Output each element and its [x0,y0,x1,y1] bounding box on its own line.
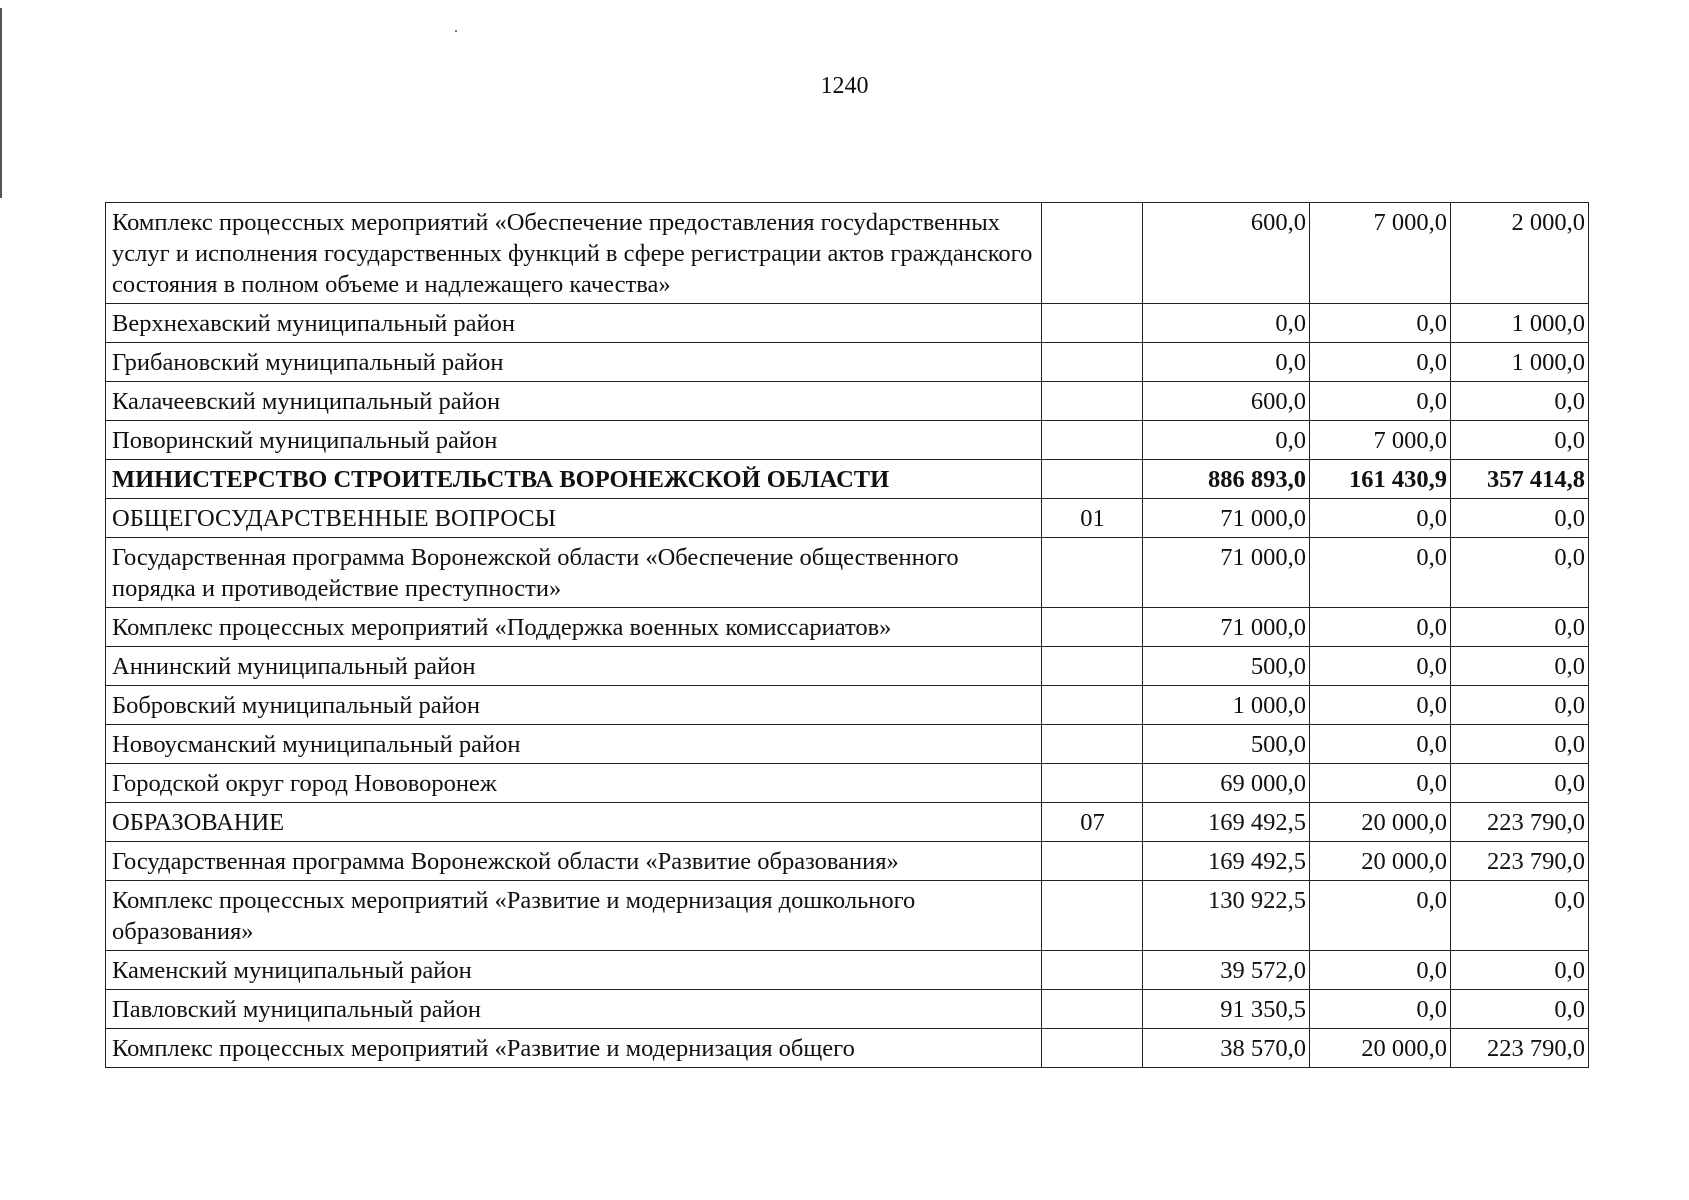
row-name-cell: Городской округ город Нововоронеж [106,764,1042,803]
row-value-2-cell: 7 000,0 [1310,421,1451,460]
row-value-3-cell: 223 790,0 [1451,1029,1589,1068]
row-value-2-cell: 0,0 [1310,764,1451,803]
table-row [106,343,1589,382]
row-name-cell: ОБЩЕГОСУДАРСТВЕННЫЕ ВОПРОСЫ [106,499,1042,538]
row-value-2-cell: 0,0 [1310,881,1451,951]
row-value-3-cell: 357 414,8 [1451,460,1589,499]
row-value-3-cell: 0,0 [1451,764,1589,803]
row-value-3-cell: 0,0 [1451,951,1589,990]
table-row [106,990,1589,1029]
row-value-2-cell: 0,0 [1310,499,1451,538]
row-value-3-cell: 0,0 [1451,725,1589,764]
row-value-3-cell: 1 000,0 [1451,343,1589,382]
table-row [106,686,1589,725]
row-value-3-cell: 0,0 [1451,421,1589,460]
scan-edge-mark [0,8,2,198]
row-name-cell: Государственная программа Воронежской области «Развитие образования» [106,842,1042,881]
table-row [106,538,1589,608]
row-code-cell [1042,990,1143,1029]
budget-table [105,202,1589,1068]
row-value-1-cell: 130 922,5 [1143,881,1310,951]
row-name-cell: Поворинский муниципальный район [106,421,1042,460]
row-name-cell: МИНИСТЕРСТВО СТРОИТЕЛЬСТВА ВОРОНЕЖСКОЙ ОБЛАСТИ [106,460,1042,499]
row-name-cell: Каменский муниципальный район [106,951,1042,990]
row-code-cell [1042,421,1143,460]
row-value-2-cell: 0,0 [1310,647,1451,686]
table-row [106,803,1589,842]
row-name-cell: Аннинский муниципальный район [106,647,1042,686]
row-value-2-cell: 20 000,0 [1310,1029,1451,1068]
row-value-1-cell: 600,0 [1143,203,1310,304]
scan-speck [455,30,457,32]
row-value-1-cell: 91 350,5 [1143,990,1310,1029]
row-code-cell [1042,460,1143,499]
row-value-1-cell: 886 893,0 [1143,460,1310,499]
row-code-cell [1042,343,1143,382]
row-name-cell: Комплекс процессных мероприятий «Развитие и модернизация общего [106,1029,1042,1068]
row-value-3-cell: 2 000,0 [1451,203,1589,304]
table-row [106,764,1589,803]
table-row [106,1029,1589,1068]
row-value-2-cell: 161 430,9 [1310,460,1451,499]
row-value-3-cell: 0,0 [1451,608,1589,647]
row-code-cell [1042,725,1143,764]
row-name-cell: Павловский муниципальный район [106,990,1042,1029]
row-name-cell: Государственная программа Воронежской области «Обеспечение общественного порядка и противодействие преступности» [106,538,1042,608]
row-value-1-cell: 38 570,0 [1143,1029,1310,1068]
table-row [106,725,1589,764]
row-name-cell: Грибановский муниципальный район [106,343,1042,382]
row-code-cell [1042,1029,1143,1068]
row-value-3-cell: 0,0 [1451,990,1589,1029]
row-value-3-cell: 223 790,0 [1451,842,1589,881]
table-row [106,460,1589,499]
row-value-3-cell: 223 790,0 [1451,803,1589,842]
table-row [106,842,1589,881]
row-value-2-cell: 20 000,0 [1310,803,1451,842]
row-value-1-cell: 0,0 [1143,343,1310,382]
row-code-cell [1042,608,1143,647]
page-number: 1240 [820,73,869,99]
row-code-cell [1042,304,1143,343]
row-code-cell [1042,203,1143,304]
row-value-1-cell: 500,0 [1143,725,1310,764]
row-value-2-cell: 0,0 [1310,538,1451,608]
row-value-3-cell: 0,0 [1451,881,1589,951]
row-value-1-cell: 69 000,0 [1143,764,1310,803]
budget-table-body [106,203,1589,1068]
table-row [106,608,1589,647]
row-name-cell: Калачеевский муниципальный район [106,382,1042,421]
row-value-3-cell: 0,0 [1451,382,1589,421]
table-row [106,951,1589,990]
row-value-2-cell: 0,0 [1310,725,1451,764]
row-value-3-cell: 0,0 [1451,499,1589,538]
row-value-1-cell: 39 572,0 [1143,951,1310,990]
row-value-1-cell: 600,0 [1143,382,1310,421]
row-name-cell: Комплекс процессных мероприятий «Развитие и модернизация дошкольного образования» [106,881,1042,951]
table-row [106,203,1589,304]
row-value-1-cell: 0,0 [1143,421,1310,460]
row-code-cell [1042,382,1143,421]
table-row [106,304,1589,343]
row-value-3-cell: 0,0 [1451,538,1589,608]
row-code-cell [1042,538,1143,608]
row-value-1-cell: 169 492,5 [1143,842,1310,881]
table-row [106,647,1589,686]
row-code-cell [1042,686,1143,725]
row-name-cell: Комплекс процессных мероприятий «Обеспечение предоставления госуdарственных услуг и исполнения государственных функций в сфере регистрации актов гражданского состояния в полном объеме и надлежащего качества» [106,203,1042,304]
row-value-2-cell: 0,0 [1310,951,1451,990]
row-value-2-cell: 7 000,0 [1310,203,1451,304]
row-value-3-cell: 0,0 [1451,647,1589,686]
row-name-cell: Комплекс процессных мероприятий «Поддержка военных комиссариатов» [106,608,1042,647]
row-name-cell: Верхнехавский муниципальный район [106,304,1042,343]
table-row [106,499,1589,538]
row-value-1-cell: 71 000,0 [1143,608,1310,647]
row-value-1-cell: 1 000,0 [1143,686,1310,725]
row-code-cell: 01 [1042,499,1143,538]
table-row [106,382,1589,421]
row-code-cell [1042,842,1143,881]
row-value-2-cell: 0,0 [1310,382,1451,421]
row-code-cell [1042,881,1143,951]
row-value-1-cell: 500,0 [1143,647,1310,686]
row-name-cell: Бобровский муниципальный район [106,686,1042,725]
row-value-2-cell: 0,0 [1310,304,1451,343]
row-value-2-cell: 0,0 [1310,343,1451,382]
row-value-2-cell: 0,0 [1310,608,1451,647]
row-code-cell [1042,647,1143,686]
row-value-3-cell: 1 000,0 [1451,304,1589,343]
row-code-cell [1042,764,1143,803]
table-row [106,881,1589,951]
row-value-1-cell: 71 000,0 [1143,538,1310,608]
row-name-cell: ОБРАЗОВАНИЕ [106,803,1042,842]
table-row [106,421,1589,460]
row-value-1-cell: 71 000,0 [1143,499,1310,538]
row-code-cell: 07 [1042,803,1143,842]
row-code-cell [1042,951,1143,990]
row-value-1-cell: 0,0 [1143,304,1310,343]
row-value-2-cell: 20 000,0 [1310,842,1451,881]
row-value-2-cell: 0,0 [1310,686,1451,725]
row-value-3-cell: 0,0 [1451,686,1589,725]
row-value-2-cell: 0,0 [1310,990,1451,1029]
row-name-cell: Новоусманский муниципальный район [106,725,1042,764]
row-value-1-cell: 169 492,5 [1143,803,1310,842]
